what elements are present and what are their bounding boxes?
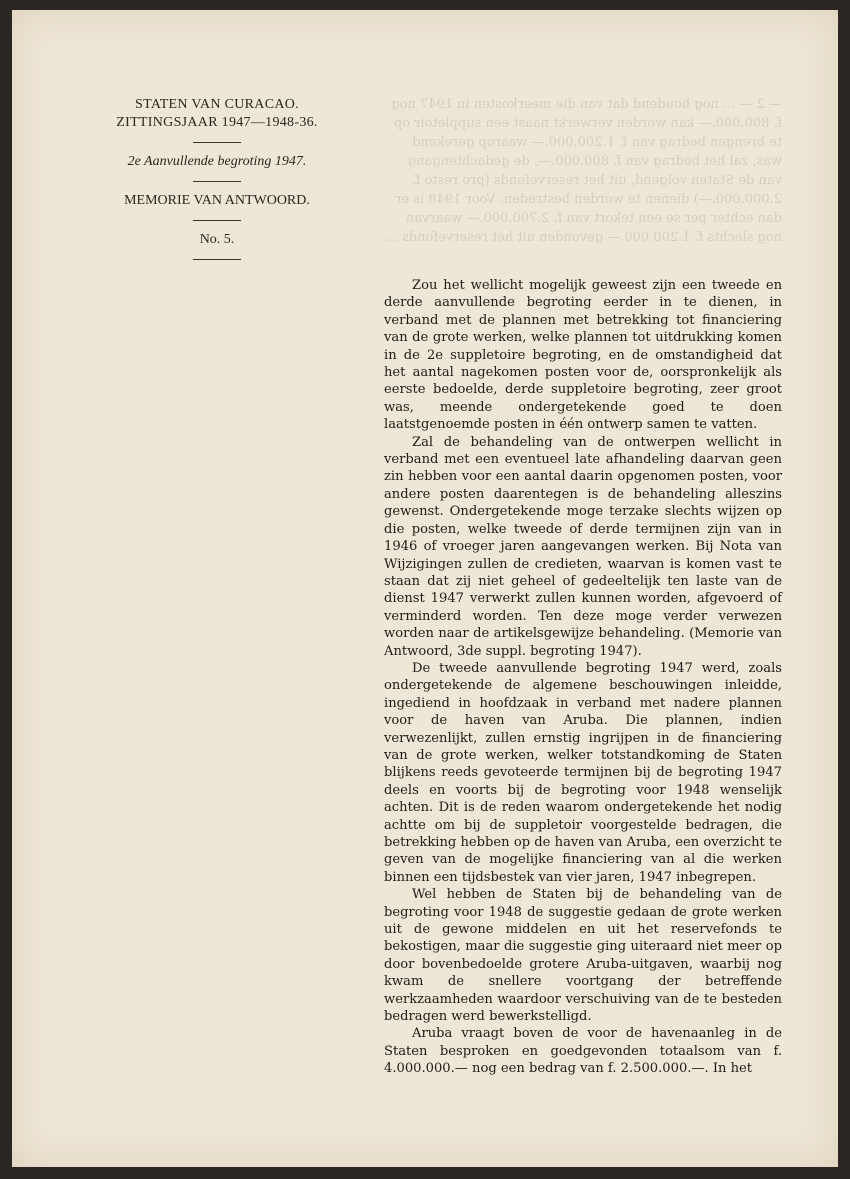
paragraph: Aruba vraagt boven de voor de havenaanleg in de Staten besproken en goedgevonden totaalsom van f. 4.000.000.— nog een bedrag van f. 2.500.000.—. In het <box>384 1026 782 1077</box>
header-divider <box>193 259 241 260</box>
header-line-2: ZITTINGSJAAR 1947—1948-36. <box>116 115 318 130</box>
document-header <box>92 96 342 270</box>
header-memorie: MEMORIE VAN ANTWOORD. <box>124 193 310 208</box>
header-divider <box>193 220 241 221</box>
bleed-through-text: — 2 — ... nog houdend dat van die meerkosten in 1947 nog f. 800.000.— kan worden verwerkt naast een suppletoir op te brengen bedrag van f. 1.200.000.— waarop gerekend was, zal het bedrag van f. 800.000.—, de gedachtengang van de Staten volgend, uit het reservefonds (pro resto f. 2.000.000.—) dienen te worden bestreden. Voor 1948 is er dan echter per se een tekort van f. 2.700.000.— waarvan nog slechts f. 1.200.000.— gevonden uit het reservefonds ... <box>385 97 782 245</box>
document-page <box>12 10 838 1167</box>
header-divider <box>193 181 241 182</box>
header-number: No. 5. <box>199 232 235 247</box>
header-line-1: STATEN VAN CURACAO. <box>135 97 299 112</box>
paragraph: De tweede aanvullende begroting 1947 werd, zoals ondergetekende de algemene beschouwingen inleidde, ingediend in hoofdzaak in verband met nadere plannen voor de haven van Aruba. Die plannen, indien verwezenlijkt, zullen ernstig ingrijpen in de financiering van de grote werken, welker totstandkoming de Staten blijkens reeds gevoteerde termijnen bij de begroting 1947 deels en voorts bij de begroting voor 1948 wenselijk achten. Dit is de reden waarom ondergetekende het nodig achtte om bij de suppletoir voorgestelde bedragen, die betrekking hebben op de haven van Aruba, een overzicht te geven van de mogelijke financiering van al die werken binnen een tijdsbestek van vier jaren, 1947 inbegrepen. <box>384 660 782 885</box>
paragraph: Zou het wellicht mogelijk geweest zijn een tweede en derde aanvullende begroting eerder in te dienen, in verband met de plannen met betrekking tot financiering van de grote werken, welke plannen tot uitdrukking komen in de 2e suppletoire begroting, en de omstandigheid dat het aantal nagekomen posten voor de, oorspronkelijk als eerste bedoelde, derde suppletoire begroting, zeer groot was, meende ondergetekende goed te doen laatstgenoemde posten in één ontwerp samen te vatten. <box>384 278 782 433</box>
paragraph: Zal de behandeling van de ontwerpen wellicht in verband met een eventueel late afhandeling daarvan geen zin hebben voor een aantal daarin opgenomen posten, voor andere posten daarentegen is de behandeling alleszins gewenst. Ondergetekende moge terzake slechts wijzen op die posten, welke tweede of derde termijnen zijn van in 1946 of vroeger jaren aangevangen werken. Bij Nota van Wijzigingen zullen de credieten, waarvan is komen vast te staan dat zij niet geheel of gedeeltelijk ten laste van de dienst 1947 verwerkt zullen kunnen worden, afgevoerd of verminderd worden. Ten deze moge verder verwezen worden naar de artikelsgewijze behandeling. (Memorie van Antwoord, 3de suppl. begroting 1947). <box>384 434 782 659</box>
paragraph: Wel hebben de Staten bij de behandeling van de begroting voor 1948 de suggestie gedaan de grote werken uit de gewone middelen en uit het reservefonds te bekostigen, maar die suggestie ging uiteraard niet meer op door bovenbedoelde grotere Aruba-uitgaven, waarbij nog kwam de snellere voortgang der betreffende werkzaamheden waardoor verschuiving van de te besteden bedragen werd bewerkstelligd. <box>384 887 782 1025</box>
body-text <box>384 277 782 1078</box>
header-divider <box>193 142 241 143</box>
header-subtitle: 2e Aanvullende begroting 1947. <box>127 154 307 169</box>
